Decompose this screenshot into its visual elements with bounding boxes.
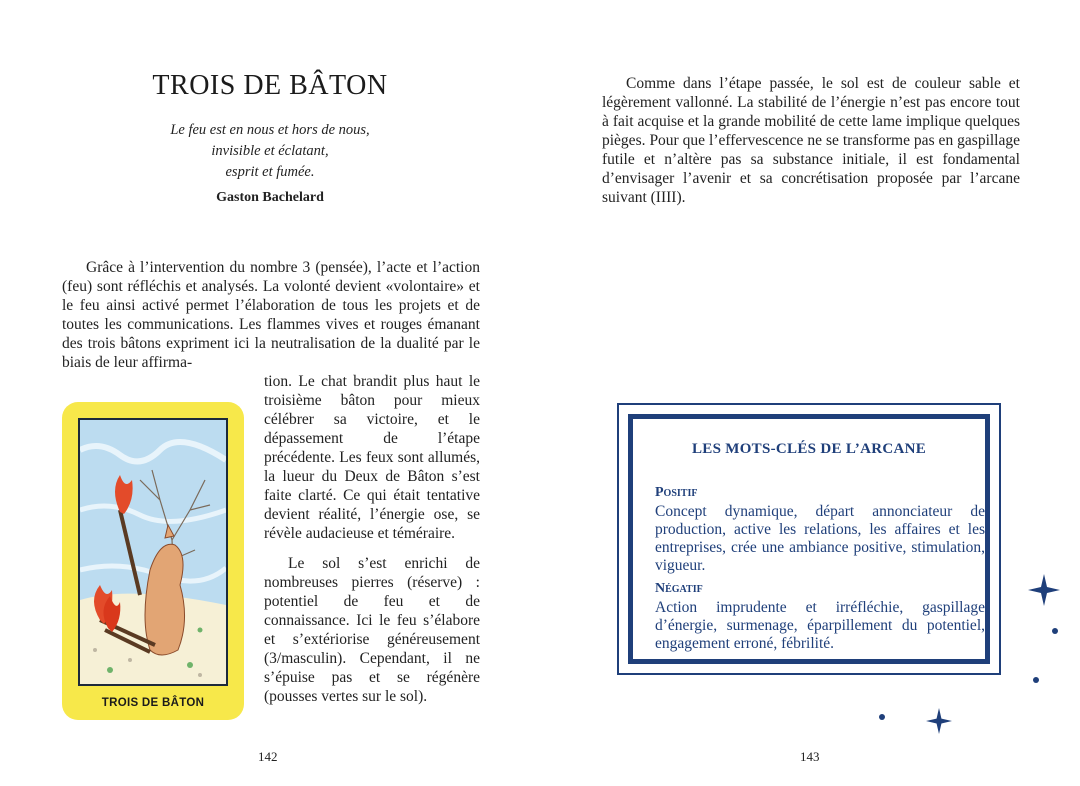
positive-text: Concept dynamique, départ annonciateur de production, active les relations, les affaires et les entreprises, crée une ambiance positive, stimulation, vigueur. <box>655 503 985 574</box>
card-label: TROIS DE BÂTON <box>101 697 205 709</box>
text-column <box>264 372 480 706</box>
column-paragraph: Le sol s’est enrichi de nombreuses pierres (réserve) : potentiel de feu et de connaissance. Ici le feu s’élabore et s’extériorise généreusement (3/masculin). Cependant, il ne s’épuise pas et se régénère (pousses vertes sur le sol). <box>264 555 480 705</box>
page-number: 143 <box>800 749 820 764</box>
epigraph-line: invisible et éclatant, <box>211 143 329 159</box>
page-number: 142 <box>258 749 278 764</box>
epigraph-line: esprit et fumée. <box>225 164 315 180</box>
right-paragraph: Comme dans l’étape passée, le sol est de couleur sable et légèrement vallonné. La stabilité de l’énergie n’est pas encore tout à fait acquise et la grande mobilité de cette lame implique quelques pièges. Pour que l’effervescence ne se transforme pas en gaspillage futile et n’altère pas sa substance initiale, il est fondamental d’envisager l’avenir et sa concrétisation proposée par l’arcane suivant (IIII). <box>602 75 1020 206</box>
intro-paragraph: Grâce à l’intervention du nombre 3 (pensée), l’acte et l’action (feu) sont réfléchis et analysés. La volonté devient «volontaire» et le feu ainsi activé permet l’élaboration de tous les projets et de toutes les communications. Les flammes vives et rouges émanant des trois bâtons expriment ici la neutralisation de la dualité par le biais de leur affirma- <box>62 259 480 371</box>
epigraph <box>0 120 540 183</box>
keywords-box-inner <box>628 414 990 664</box>
card-illustration <box>78 418 228 686</box>
cat-with-torches-illustration <box>80 420 226 684</box>
negative-text: Action imprudente et irréfléchie, gaspillage d’énergie, surmenage, éparpillement du potentiel, engagement erroné, fébrilité. <box>655 599 985 652</box>
keywords-title: LES MOTS-CLÉS DE L’ARCANE <box>691 441 927 457</box>
tarot-card <box>62 402 244 720</box>
keywords-box <box>617 403 1001 675</box>
negative-label: Négatif <box>655 581 703 596</box>
epigraph-line: Le feu est en nous et hors de nous, <box>170 122 370 138</box>
star-icon <box>926 708 952 734</box>
epigraph-author: Gaston Bachelard <box>216 190 324 205</box>
star-icon <box>1028 574 1060 606</box>
column-paragraph: tion. Le chat brandit plus haut le troisième bâton pour mieux célébrer sa victoire, et le dépassement de l’étape précédente. Les feux sont allumés, la lueur du Deux de Bâton s’est faite clarté. Ce qui était tentative devient réalité, l’énergie ose, se révèle audacieuse et téméraire. <box>264 373 480 542</box>
dot-icon <box>1032 676 1040 684</box>
positive-label: Positif <box>655 485 698 500</box>
page-title: TROIS DE BÂTON <box>152 70 388 101</box>
dot-icon <box>1051 627 1059 635</box>
right-page <box>540 0 1080 786</box>
dot-icon <box>878 713 886 721</box>
